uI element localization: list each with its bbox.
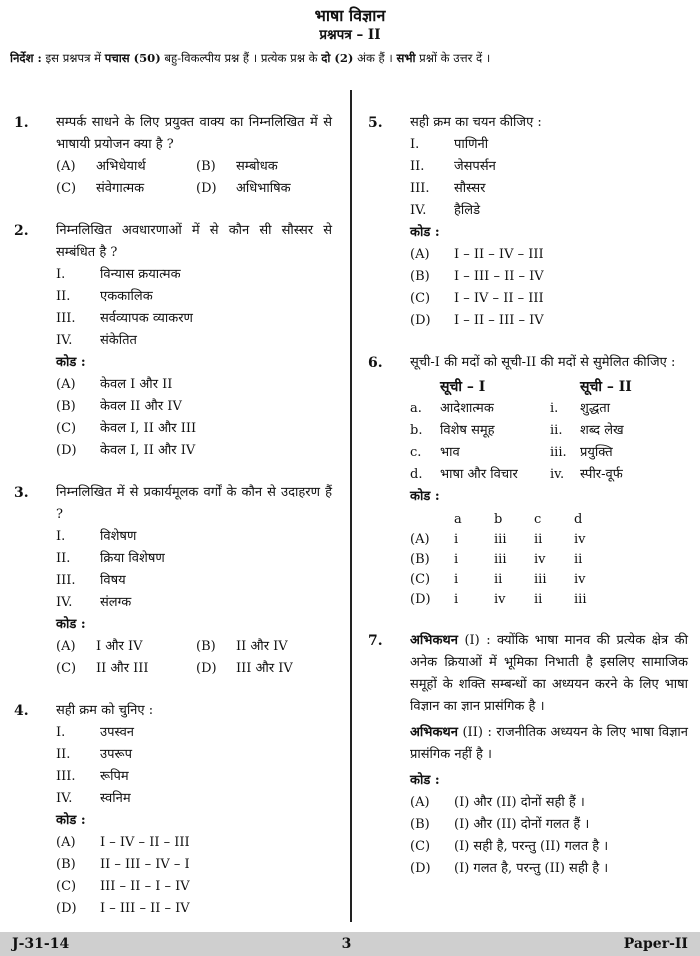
option-label: (D) — [196, 181, 217, 196]
option-label: (A) — [410, 532, 430, 547]
assertion-2 — [410, 722, 688, 766]
question-6 — [368, 352, 688, 610]
paper-label: Paper-II — [623, 936, 688, 952]
code-label: कोड : — [56, 355, 86, 370]
item-label: III. — [56, 769, 76, 784]
table-row — [410, 420, 632, 442]
option-d[interactable] — [196, 178, 336, 200]
list-item — [56, 744, 332, 766]
option-label: (A) — [410, 247, 430, 262]
option-label: (D) — [196, 661, 217, 676]
question-4 — [14, 700, 332, 920]
item-label: I. — [56, 529, 66, 544]
option-a[interactable] — [410, 792, 688, 814]
item-text: विशेषण — [100, 529, 137, 544]
question-number: 2. — [14, 223, 29, 239]
page-footer — [0, 932, 700, 956]
code-label: कोड : — [410, 489, 440, 504]
question-number: 1. — [14, 115, 29, 131]
list-2-item: शुद्धता — [580, 401, 611, 416]
instruction-bold: दो (2) — [321, 51, 354, 65]
option-c[interactable] — [410, 836, 688, 858]
item-text: संलग्क — [100, 595, 132, 610]
list-item — [56, 308, 332, 330]
question-text: सही क्रम का चयन कीजिए : — [410, 115, 542, 130]
option-label: (B) — [410, 552, 430, 567]
option-text: केवल II और IV — [100, 399, 182, 414]
item-text: पाणिनी — [454, 137, 489, 152]
key-cell: i — [454, 572, 459, 587]
item-label: II. — [56, 551, 71, 566]
instructions — [10, 50, 695, 66]
list-1-item: भाषा और विचार — [440, 467, 518, 482]
option-text: III और IV — [236, 661, 293, 676]
item-text: हैलिडे — [454, 203, 481, 218]
option-a[interactable] — [56, 374, 332, 396]
option-d[interactable] — [410, 590, 614, 610]
assertion-number: (II) — [462, 725, 483, 740]
item-label: IV. — [56, 595, 73, 610]
key-cell: iii — [534, 572, 547, 587]
list-2-item: शब्द लेख — [580, 423, 624, 438]
key-cell: ii — [494, 572, 503, 587]
option-b[interactable] — [56, 854, 332, 876]
option-label: (A) — [410, 795, 430, 810]
list-item — [56, 264, 332, 286]
list-1-label: a. — [410, 401, 422, 416]
key-column-head: b — [494, 512, 503, 527]
item-text: जेसपर्सन — [454, 159, 496, 174]
page-number: 3 — [341, 936, 352, 952]
option-d[interactable] — [410, 858, 688, 880]
option-c[interactable] — [56, 658, 196, 680]
list-item — [56, 286, 332, 308]
item-label: I. — [410, 137, 420, 152]
code-label: कोड : — [56, 813, 86, 828]
option-text: I – III – II – IV — [100, 901, 190, 916]
option-label: (A) — [56, 159, 76, 174]
list-item — [56, 766, 332, 788]
option-label: (B) — [196, 159, 216, 174]
question-number: 6. — [368, 355, 383, 371]
key-header-row — [410, 510, 614, 530]
option-b[interactable] — [410, 266, 688, 288]
key-column-head: a — [454, 512, 462, 527]
item-label: IV. — [56, 333, 73, 348]
list-2-item: स्पीर-वूर्फ — [580, 467, 623, 482]
option-a[interactable] — [56, 832, 332, 854]
list-item — [56, 330, 332, 352]
list-item — [56, 570, 332, 592]
key-cell: iv — [534, 552, 546, 567]
item-label: IV. — [56, 791, 73, 806]
list-1-item: भाव — [440, 445, 460, 460]
list-2-label: iv. — [550, 467, 565, 482]
option-a[interactable] — [56, 636, 196, 658]
option-label: (C) — [56, 661, 77, 676]
option-label: (D) — [410, 313, 431, 328]
list-1-label: d. — [410, 467, 423, 482]
question-number: 3. — [14, 485, 29, 501]
list-2-label: i. — [550, 401, 559, 416]
option-c[interactable] — [56, 876, 332, 898]
paper-subtitle: प्रश्नपत्र – II — [319, 27, 381, 43]
key-cell: iii — [494, 552, 507, 567]
option-text: II – III – IV – I — [100, 857, 190, 872]
option-c[interactable] — [410, 570, 614, 590]
question-text: निम्नलिखित में से प्रकार्यमूलक वर्गों के कौन से उदाहरण हैं ? — [56, 485, 332, 522]
option-c[interactable] — [56, 418, 332, 440]
option-text: (I) गलत है, परन्तु (II) सही है । — [454, 861, 609, 876]
list-item — [56, 722, 332, 744]
key-cell: i — [454, 532, 459, 547]
option-label: (C) — [56, 421, 77, 436]
assertion-label: अभिकथन — [410, 633, 458, 648]
assertion-text: : राजनीतिक अध्ययन के लिए भाषा विज्ञान प्रासंगिक नहीं है । — [410, 725, 688, 762]
list-1-label: b. — [410, 423, 423, 438]
key-cell: i — [454, 592, 459, 607]
key-column-head: c — [534, 512, 542, 527]
option-label: (B) — [196, 639, 216, 654]
item-label: III. — [56, 311, 76, 326]
code-label: कोड : — [410, 225, 440, 240]
list-item — [410, 178, 688, 200]
key-cell: ii — [574, 552, 583, 567]
list-2-label: iii. — [550, 445, 567, 460]
instruction-bold: सभी — [396, 51, 416, 65]
list-item — [410, 200, 688, 222]
item-text: विन्यास क्रयात्मक — [100, 267, 181, 282]
instruction-bold: पचास (50) — [104, 51, 161, 65]
list-1-heading: सूची – I — [440, 379, 486, 395]
right-column — [368, 112, 688, 900]
option-a[interactable] — [410, 244, 688, 266]
answer-key-table — [410, 510, 614, 610]
item-text: क्रिया विशेषण — [100, 551, 165, 566]
option-d[interactable] — [410, 310, 688, 332]
instruction-text: इस प्रश्नपत्र में — [45, 51, 102, 65]
option-d[interactable] — [56, 898, 332, 920]
question-number: 5. — [368, 115, 383, 131]
key-cell: iii — [574, 592, 587, 607]
option-d[interactable] — [56, 440, 332, 462]
question-1 — [14, 112, 332, 200]
option-label: (A) — [56, 639, 76, 654]
option-label: (B) — [410, 269, 430, 284]
question-text: सही क्रम को चुनिए : — [56, 703, 154, 718]
option-label: (B) — [410, 817, 430, 832]
option-b[interactable] — [196, 636, 336, 658]
option-text: केवल I, II और IV — [100, 443, 196, 458]
item-label: IV. — [410, 203, 427, 218]
option-text: I – II – III – IV — [454, 313, 544, 328]
item-label: II. — [56, 747, 71, 762]
item-text: उपस्वन — [100, 725, 135, 740]
list-2-heading: सूची – II — [580, 379, 632, 395]
item-text: स्वनिम — [100, 791, 131, 806]
list-item — [56, 788, 332, 810]
list-item — [56, 548, 332, 570]
option-text: I – II – IV – III — [454, 247, 544, 262]
option-b[interactable] — [196, 156, 336, 178]
option-label: (A) — [56, 835, 76, 850]
question-text: सम्पर्क साधने के लिए प्रयुक्त वाक्य का निम्नलिखित में से भाषायी प्रयोजन क्या है ? — [56, 115, 332, 152]
option-text: अभिधेयार्थ — [96, 159, 146, 174]
option-text: (I) और (II) दोनों सही हैं । — [454, 795, 585, 810]
question-5 — [368, 112, 688, 332]
option-text: I – IV – II – III — [100, 835, 190, 850]
list-1-item: आदेशात्मक — [440, 401, 494, 416]
match-table-header — [410, 376, 632, 398]
option-b[interactable] — [56, 396, 332, 418]
option-a[interactable] — [56, 156, 196, 178]
code-label: कोड : — [410, 773, 440, 788]
table-row — [410, 442, 632, 464]
item-label: I. — [56, 267, 66, 282]
option-b[interactable] — [410, 550, 614, 570]
item-label: I. — [56, 725, 66, 740]
list-item — [410, 134, 688, 156]
key-cell: iv — [494, 592, 506, 607]
option-label: (D) — [56, 901, 77, 916]
table-row — [410, 398, 632, 420]
match-table — [410, 376, 632, 486]
options — [56, 636, 332, 680]
question-text: सूची-I की मदों को सूची-II की मदों से सुमेलित कीजिए : — [410, 355, 676, 370]
question-2 — [14, 220, 332, 462]
options — [56, 156, 332, 200]
list-item — [410, 156, 688, 178]
option-label: (A) — [56, 377, 76, 392]
assertion-1 — [410, 630, 688, 718]
left-column — [14, 112, 332, 940]
option-label: (C) — [56, 879, 77, 894]
list-2-item: प्रयुक्ति — [580, 445, 613, 460]
option-text: I – IV – II – III — [454, 291, 544, 306]
table-row — [410, 464, 632, 486]
option-a[interactable] — [410, 530, 614, 550]
assertion-text: : क्योंकि भाषा मानव की प्रत्येक क्षेत्र की अनेक क्रियाओं में भूमिका निभाती है इसलिए सामाजिक समूहों के शक्ति सम्बन्धों का अध्ययन करने के लिए भाषा विज्ञान का ज्ञान प्रासंगिक है । — [410, 633, 688, 714]
assertion-number: (I) — [464, 633, 480, 648]
key-cell: i — [454, 552, 459, 567]
option-text: सम्बोधक — [236, 159, 278, 174]
item-text: संकेतित — [100, 333, 137, 348]
option-text: II और IV — [236, 639, 288, 654]
question-7 — [368, 630, 688, 880]
option-d[interactable] — [196, 658, 336, 680]
option-label: (D) — [410, 592, 431, 607]
option-text: II और III — [96, 661, 149, 676]
item-text: सौस्सर — [454, 181, 486, 196]
key-column-head: d — [574, 512, 583, 527]
item-text: रूपिम — [100, 769, 129, 784]
question-3 — [14, 482, 332, 680]
option-text: (I) सही है, परन्तु (II) गलत है । — [454, 839, 609, 854]
option-label: (C) — [56, 181, 77, 196]
key-cell: ii — [534, 532, 543, 547]
option-label: (D) — [56, 443, 77, 458]
option-text: केवल I और II — [100, 377, 173, 392]
option-label: (C) — [410, 572, 431, 587]
option-text: केवल I, II और III — [100, 421, 197, 436]
option-text: अधिभाषिक — [236, 181, 291, 196]
item-label: III. — [410, 181, 430, 196]
option-label: (C) — [410, 839, 431, 854]
option-label: (B) — [56, 857, 76, 872]
option-text: संवेगात्मक — [96, 181, 145, 196]
key-cell: ii — [534, 592, 543, 607]
column-divider — [350, 90, 352, 922]
list-1-label: c. — [410, 445, 422, 460]
question-number: 7. — [368, 633, 383, 649]
page-header — [0, 6, 700, 44]
page-title: भाषा विज्ञान — [314, 6, 386, 25]
code-label: कोड : — [56, 617, 86, 632]
instruction-text: अंक हैं । — [357, 51, 393, 65]
option-b[interactable] — [410, 814, 688, 836]
item-text: एककालिक — [100, 289, 153, 304]
item-text: विषय — [100, 573, 126, 588]
option-label: (B) — [56, 399, 76, 414]
assertion-label: अभिकथन — [410, 725, 458, 740]
item-label: II. — [410, 159, 425, 174]
key-cell: iii — [494, 532, 507, 547]
item-label: III. — [56, 573, 76, 588]
key-cell: iv — [574, 532, 586, 547]
question-text: निम्नलिखित अवधारणाओं में से कौन सी सौस्सर से सम्बंधित है ? — [56, 223, 332, 260]
option-text: III – II – I – IV — [100, 879, 190, 894]
question-number: 4. — [14, 703, 29, 719]
option-label: (C) — [410, 291, 431, 306]
key-cell: iv — [574, 572, 586, 587]
paper-code: J-31-14 — [12, 936, 70, 952]
list-item — [56, 592, 332, 614]
option-c[interactable] — [410, 288, 688, 310]
item-text: उपरूप — [100, 747, 132, 762]
option-text: I – III – II – IV — [454, 269, 544, 284]
item-text: सर्वव्यापक व्याकरण — [100, 311, 193, 326]
item-label: II. — [56, 289, 71, 304]
option-label: (D) — [410, 861, 431, 876]
list-1-item: विशेष समूह — [440, 423, 495, 438]
option-text: (I) और (II) दोनों गलत हैं । — [454, 817, 590, 832]
instruction-text: बहु-विकल्पीय प्रश्न हैं । प्रत्येक प्रश्न के — [164, 51, 318, 65]
list-item — [56, 526, 332, 548]
option-text: I और IV — [96, 639, 143, 654]
list-2-label: ii. — [550, 423, 563, 438]
instruction-label: निर्देश : — [10, 51, 42, 65]
option-c[interactable] — [56, 178, 196, 200]
instruction-text: प्रश्नों के उत्तर दें । — [419, 51, 491, 65]
